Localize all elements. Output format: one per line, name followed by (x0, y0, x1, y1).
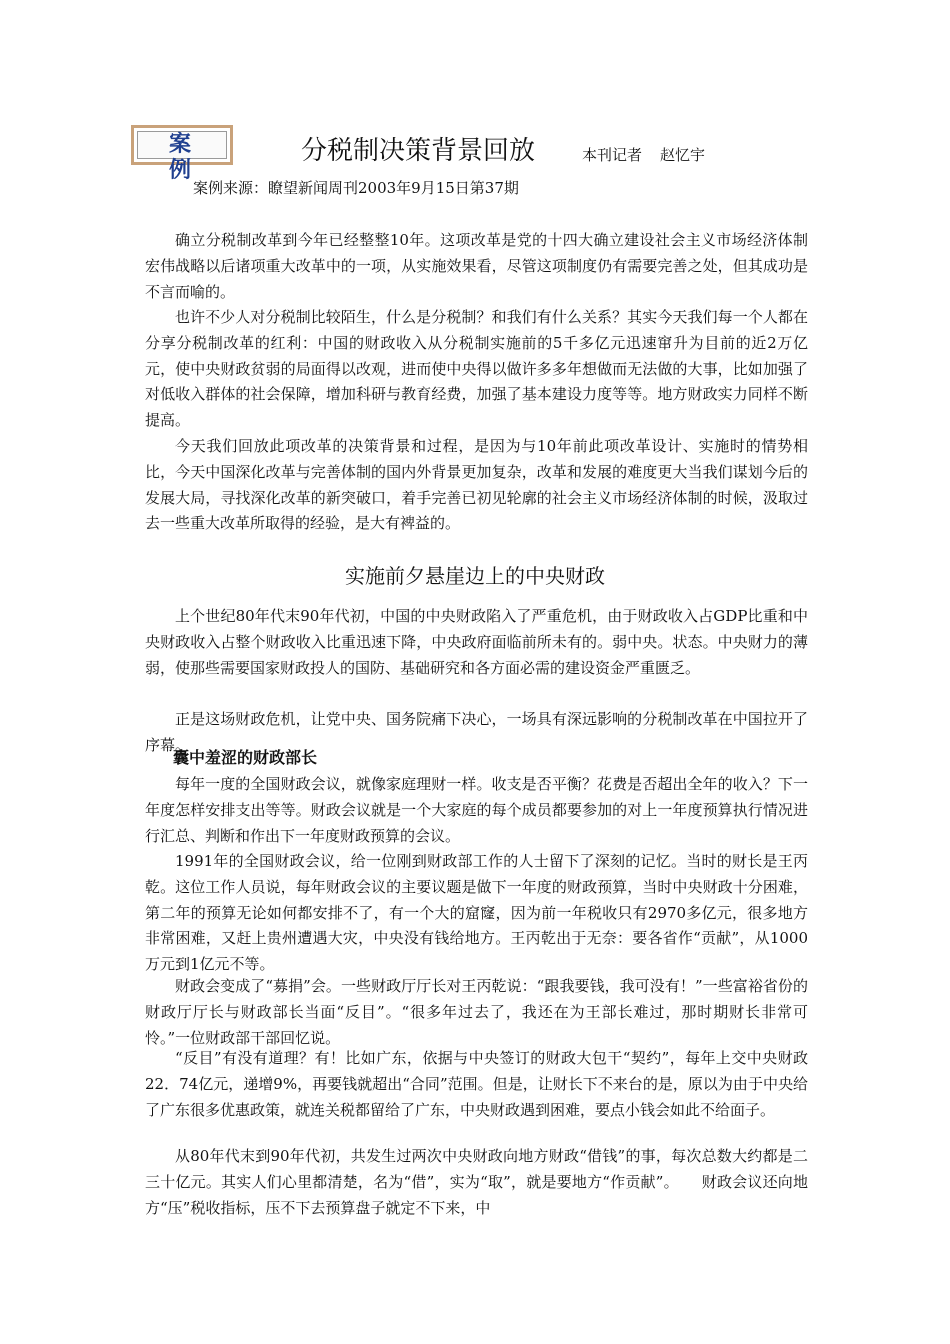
intro-paragraph: 也许不少人对分税制比较陌生，什么是分税制？和我们有什么关系？其实今天我们每一个人都在分享分税制改革的红利：中国的财政收入从分税制实施前的5千多亿元迅速窜升为目前的近2万亿元，使中央财政贫弱的局面得以改观，进而使中央得以做许多多年想做而无法做的大事，比如加强了对低收入群体的社会保障，增加科研与教育经费，加强了基本建设力度等等。地方财政实力同样不断提高。 (145, 308, 808, 430)
subsection-paragraph: 1991年的全国财政会议，给一位刚到财政部工作的人士留下了深刻的记忆。当时的财长是王丙乾。这位工作人员说，每年财政会议的主要议题是做下一年度的财政预算，当时中央财政十分困难，第二年的预算无论如何都安排不了，有一个大的窟窿，因为前一年税收只有2970多亿元，很多地方非常困难，又赶上贵州遭遇大灾，中央没有钱给地方。王丙乾出于无奈：要各省作“贡献”，从1000万元到1亿元不等。 (145, 852, 808, 974)
byline-role: 本刊记者 (582, 146, 643, 164)
byline-name: 赵忆宇 (660, 146, 706, 164)
intro-paragraph: 今天我们回放此项改革的决策背景和过程，是因为与10年前此项改革设计、实施时的情势相比，今天中国深化改革与完善体制的国内外背景更加复杂，改革和发展的难度更大当我们谋划今后的发展大局，寻找深化改革的新突破口，着手完善已初见轮廓的社会主义市场经济体制的时候，汲取过去一些重大改革所取得的经验，是大有裨益的。 (145, 437, 808, 533)
intro-paragraph: 确立分税制改革到今年已经整整10年。这项改革是党的十四大确立建设社会主义市场经济体制宏伟战略以后诸项重大改革中的一项，从实施效果看，尽管这项制度仍有需要完善之处，但其成功是不言而喻的。 (145, 231, 808, 301)
subsection-paragraph: 每年一度的全国财政会议，就像家庭理财一样。收支是否平衡？花费是否超出全年的收入？下一年度怎样安排支出等等。财政会议就是一个大家庭的每个成员都要参加的对上一年度预算执行情况进行汇总、判断和作出下一年度财政预算的会议。 (145, 775, 808, 845)
section-paragraph: 正是这场财政危机，让党中央、国务院痛下决心，一场具有深远影响的分税制改革在中国拉开了序幕。 (145, 710, 808, 754)
subsection-paragraph: “反目”有没有道理？有！比如广东，依据与中央签订的财政大包干“契约”，每年上交中央财政22．74亿元，递增9%，再要钱就超出“合同”范围。但是，让财长下不来台的是，原以为由于中央给了广东很多优惠政策，就连关税都留给了广东，中央财政遇到困难，要点小钱会如此不给面子。 (145, 1049, 808, 1119)
section-paragraph: 上个世纪80年代末90年代初，中国的中央财政陷入了严重危机，由于财政收入占GDP比重和中央财政收入占整个财政收入比重迅速下降，中央政府面临前所未有的。弱中央。状态。中央财力的薄弱，使那些需要国家财政投人的国防、基础研究和各方面必需的建设资金严重匮乏。 (145, 607, 808, 677)
case-label: 案 例 (137, 131, 227, 159)
case-source: 案例来源：瞭望新闻周刊2003年9月15日第37期 (193, 179, 519, 197)
byline (582, 143, 723, 167)
subsection-paragraph: 财政会变成了“募捐”会。一些财政厅厅长对王丙乾说：“跟我要钱，我可没有！”一些富裕省份的财政厅厅长与财政部长当面“反目”。“很多年过去了，我还在为王部长难过，那时期财长非常可怜。”一位财政部干部回忆说。 (145, 977, 808, 1047)
subsection-title: 囊中羞涩的财政部长 (173, 748, 318, 767)
case-label-box (131, 125, 233, 183)
article-title: 分税制决策背景回放 (301, 136, 536, 166)
section-title: 实施前夕悬崖边上的中央财政 (345, 564, 605, 588)
subsection-paragraph: 从80年代末到90年代初，共发生过两次中央财政向地方财政“借钱”的事，每次总数大约都是二三十亿元。其实人们心里都清楚，名为“借”，实为“取”，就是要地方“作贡献”。 财政会议还向地方“压”税收指标，压不下去预算盘子就定不下来，中 (145, 1147, 808, 1217)
